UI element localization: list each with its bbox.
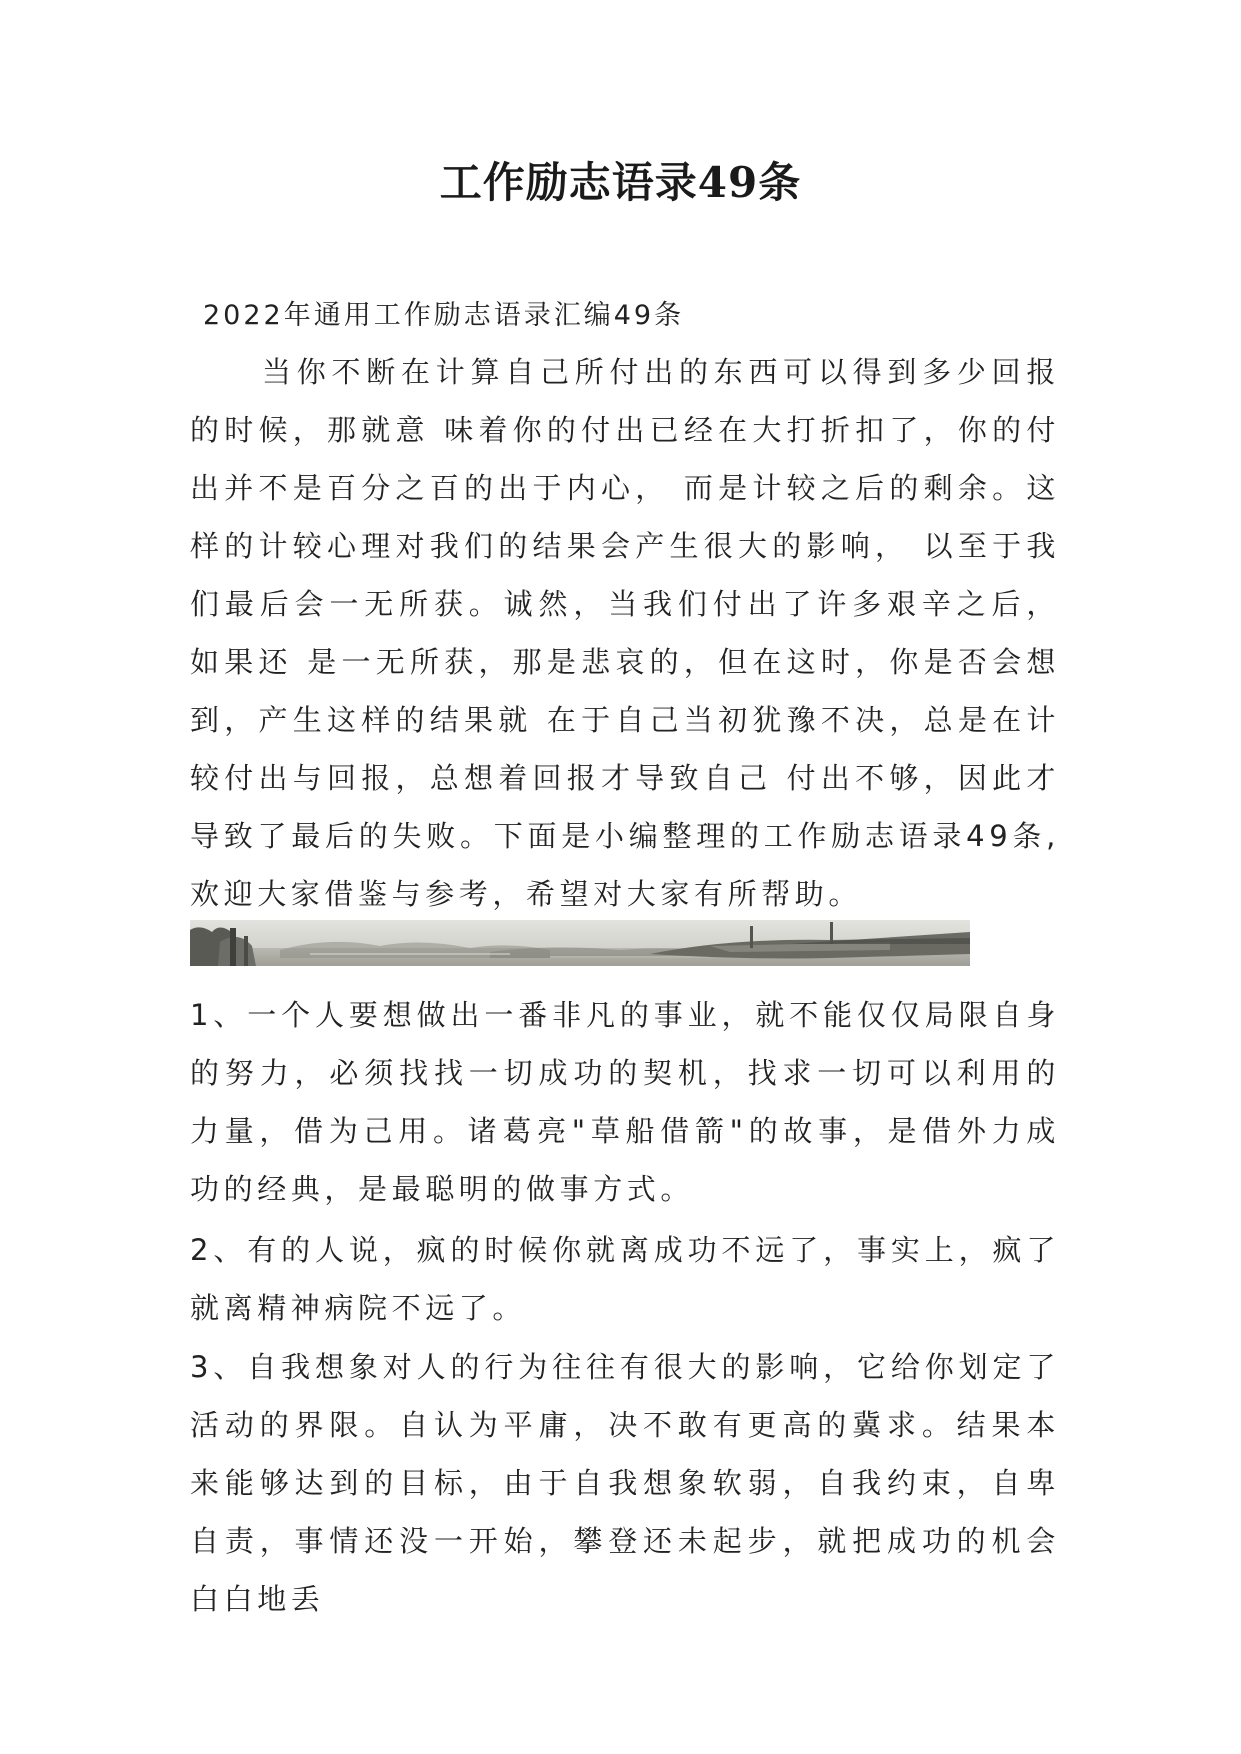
landscape-banner-image <box>190 920 970 966</box>
list-item-1: 1、一个人要想做出一番非凡的事业，就不能仅仅局限自身的努力，必须找找一切成功的契机，找求一切可以利用的力量，借为己用。诸葛亮"草船借箭"的故事，是借外力成功的经典，是最聪明的做事方式。 <box>190 998 1060 1206</box>
list-item-2: 2、有的人说，疯的时候你就离成功不远了，事实上，疯了就离精神病院不远了。 <box>190 1233 1060 1325</box>
intro-paragraph: 当你不断在计算自己所付出的东西可以得到多少回报的时候，那就意 味着你的付出已经在大打折扣了，你的付出并不是百分之百的出于内心， 而是计较之后的剩余。这样的计较心理对我们的结果会产生很大的影响， 以至于我们最后会一无所获。诚然，当我们付出了许多艰辛之后，如果还 是一无所获，那是悲哀的，但在这时，你是否会想到，产生这样的结果就 在于自己当初犹豫不决，总是在计较付出与回报，总想着回报才导致自己 付出不够，因此才导致了最后的失败。下面是小编整理的工作励志语录49条,欢迎大家借鉴与参考，希望对大家有所帮助。 <box>190 355 1060 911</box>
page-title: 工作励志语录49条 <box>439 158 802 207</box>
document-subtitle: 2022年通用工作励志语录汇编49条 <box>203 300 685 331</box>
list-item-3: 3、自我想象对人的行为往往有很大的影响，它给你划定了活动的界限。自认为平庸，决不敢有更高的冀求。结果本来能够达到的目标，由于自我想象软弱，自我约束，自卑自责，事情还没一开始，攀登还未起步，就把成功的机会白白地丢 <box>190 1350 1060 1616</box>
